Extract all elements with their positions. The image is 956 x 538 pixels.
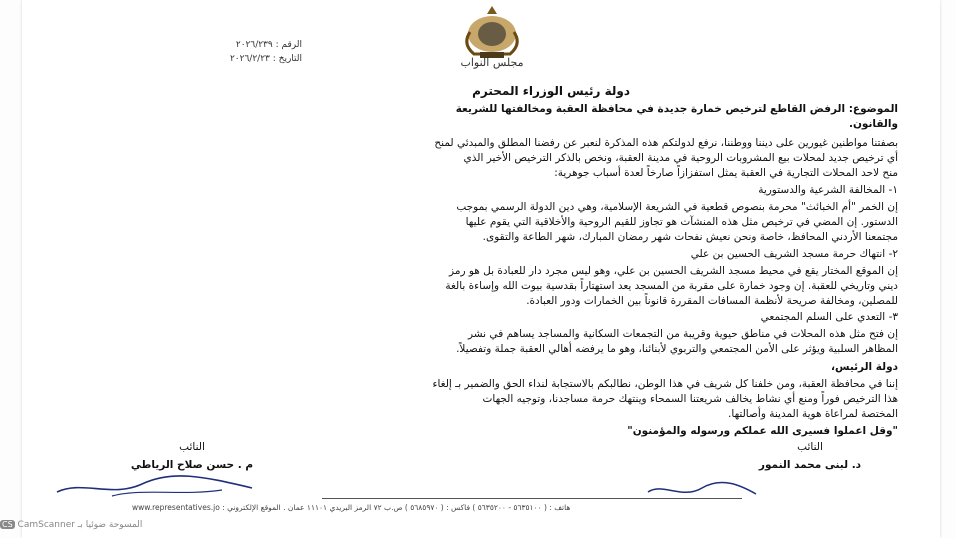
closing-salutation: دولة الرئيس، [830, 361, 898, 373]
closing-line: هذا الترخيص فوراً ومنع أي نشاط يخالف شريعتنا السمحاء وينتهك حرمة مساجدنا، وتوجيه الجهات [482, 393, 898, 405]
footer-contact: هاتف : ( ٥٦٣٥١٠٠ - ٥٦٣٥٢٠٠ ) فاكس : ( ٥٦٨٥٩٧٠ ) ص.ب ٧٢ الرمز البريدي ١١١٠١ عمان . الموقع الإلكتروني : www.representatives.jo [132, 503, 571, 512]
section-heading: ٣- التعدي على السلم المجتمعي [760, 311, 898, 323]
addressee: دولة رئيس الوزراء المحترم [472, 84, 630, 98]
camscanner-badge: CS [2, 520, 13, 529]
camscanner-text: CamScanner المسوحة ضوئيا بـ [17, 520, 143, 530]
section-line: إن الموقع المختار يقع في محيط مسجد الشريف الحسين بن علي، وهو ليس مجرد دار للعبادة بل هو رمز [449, 265, 898, 277]
closing-line: إننا في محافظة العقبة، ومن خلفنا كل شريف في هذا الوطن، نطالبكم بالاستجابة لنداء الحق والضمير بـ إلغاء [432, 378, 898, 390]
section-line: إن الخمر "أم الخبائث" محرمة بنصوص قطعية في الشريعة الإسلامية، وهي دين الدولة الرسمي بموجب [456, 201, 898, 213]
section-line: إن فتح مثل هذه المحلات في مناطق حيوية وقريبة من التجمعات السكانية والمساجد يساهم في نشر [468, 328, 898, 340]
closing-quote: "وقل اعملوا فسيرى الله عملكم ورسوله والمؤمنون" [627, 425, 898, 437]
section-heading: ٢- انتهاك حرمة مسجد الشريف الحسين بن علي [690, 248, 898, 260]
section-line: الدستور. إن المضي في ترخيص مثل هذه المنشآت هو تجاوز للقيم الروحية والأخلاقية التي يقوم عليها [465, 216, 898, 228]
reference-number: الرقم : ٢٠٢٦/٢٣٩ [235, 40, 302, 50]
section-line: ديني وتاريخي للعقبة. إن وجود خمارة على مقربة من المسجد يعد استهتاراً بقدسية بيوت الله وإساءة بالغة [445, 280, 898, 292]
intro-line: أي ترخيص جديد لمحلات بيع المشروبات الروحية في مدينة العقبة، ونخص بالذكر الترخيص الأخير الذي [463, 152, 898, 164]
section-line: مجتمعنا الأردني المحافظ، خاصة ونحن نعيش نفحات شهر رمضان المبارك، شهر الطاعة والتقوى. [482, 231, 898, 243]
intro-line: بصفتنا مواطنين غيورين على ديننا ووطننا، نرفع لدولتكم هذه المذكرة لنعبر عن رفضنا المطلق والمبدئي لمنح [434, 137, 898, 149]
footer-divider [322, 498, 742, 499]
signatory-name: د. لبنى محمد النمور [758, 459, 862, 471]
signatory-title: النائب [797, 441, 823, 453]
institution-name: مجلس النواب [460, 56, 524, 69]
section-line: المظاهر السلبية ويؤثر على الأمن المجتمعي والتربوي لأبنائنا، وهو ما يرفضه أهالي العقبة جملة وتفصيلاً. [456, 343, 898, 355]
subject-line-1: الموضوع: الرفض القاطع لترخيص خمارة جديدة في محافظة العقبة ومخالفتها للشريعة [455, 103, 898, 115]
subject-line-2: والقانون. [848, 118, 898, 130]
closing-line: المختصة لمراعاة هوية المدينة وأصالتها. [728, 408, 898, 420]
signatory-title: النائب [179, 441, 205, 453]
signature-scribble-icon [52, 470, 272, 500]
section-line: للمصلين، ومخالفة صريحة لأنظمة المسافات المقررة قانوناً بين الخمارات ودور العبادة. [526, 295, 898, 307]
section-heading: ١- المخالفة الشرعية والدستورية [758, 184, 898, 196]
letter-sheet [22, 0, 940, 538]
signatory-name: م . حسن صلاح الرياطي [130, 459, 254, 471]
scanner-watermark [0, 520, 142, 530]
reference-date: التاريخ : ٢٠٢٦/٢/٢٣ [229, 54, 302, 64]
intro-line: منح لاحد المحلات التجارية في العقبة يمثل استفزازاً صارخاً لعدة أسباب جوهرية: [554, 167, 898, 179]
